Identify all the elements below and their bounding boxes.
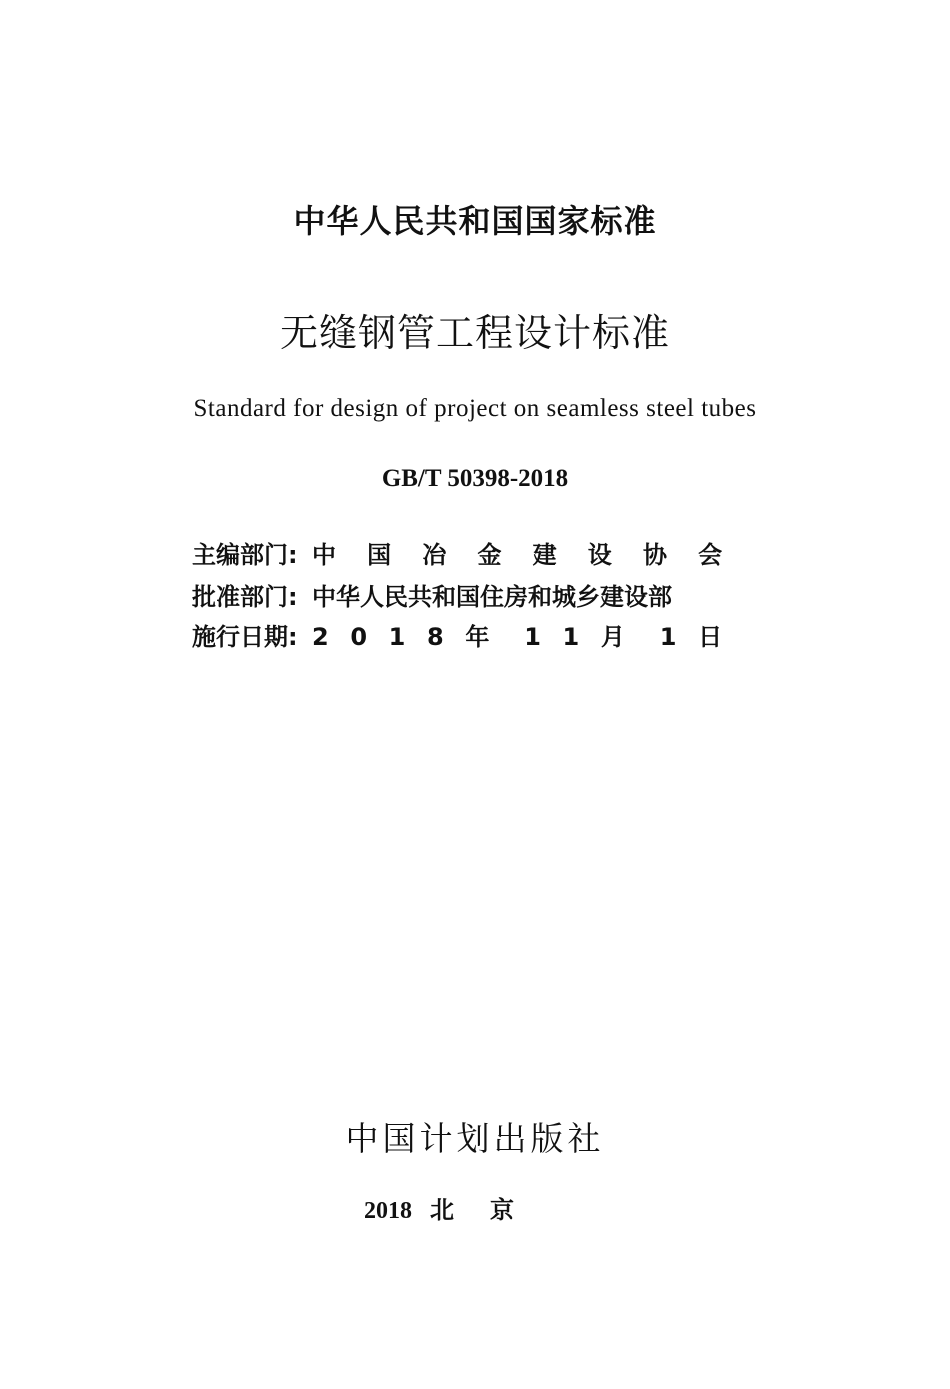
approver-value: 中华人民共和国住房和城乡建设部 [312, 583, 672, 611]
date-char: 0 [350, 623, 368, 651]
date-char: 日 [698, 623, 723, 651]
publisher-name: 中国计划出版社 [345, 1119, 605, 1158]
national-standard-heading: 中华人民共和国国家标准 [293, 202, 657, 240]
approver-label: 批准部门: [192, 583, 298, 611]
date-char: 1 [659, 623, 677, 651]
editor-char: 会 [698, 541, 723, 569]
editor-char: 冶 [422, 541, 458, 569]
date-char: 1 [524, 623, 541, 651]
effective-date-label: 施行日期: [192, 623, 298, 651]
imprint [364, 1190, 514, 1225]
date-char: 8 [426, 623, 444, 651]
standard-code: GB/T 50398-2018 [381, 465, 569, 492]
imprint-year: 2018 [364, 1198, 412, 1224]
date-char: 月 [600, 623, 639, 651]
editor-char: 金 [477, 541, 513, 569]
editor-row [192, 535, 732, 571]
editor-char: 设 [587, 541, 624, 569]
date-char: 年 [465, 623, 503, 651]
editor-char: 国 [367, 541, 403, 569]
approver-row [192, 577, 732, 613]
editor-value [312, 535, 722, 570]
date-char: 2 [312, 623, 329, 651]
imprint-city-2: 京 [490, 1198, 514, 1224]
editor-char: 建 [532, 541, 569, 569]
editor-char: 协 [642, 541, 679, 569]
imprint-city-1: 北 [430, 1198, 454, 1224]
editor-char: 中 [312, 541, 348, 569]
title-english: Standard for design of project on seamless steel tubes [193, 395, 757, 422]
effective-date-value [312, 617, 722, 652]
date-char: 1 [562, 623, 580, 651]
effective-date-row [192, 617, 732, 653]
date-char: 1 [388, 623, 406, 651]
title-chinese: 无缝钢管工程设计标准 [279, 311, 670, 355]
editor-label: 主编部门: [192, 541, 298, 569]
